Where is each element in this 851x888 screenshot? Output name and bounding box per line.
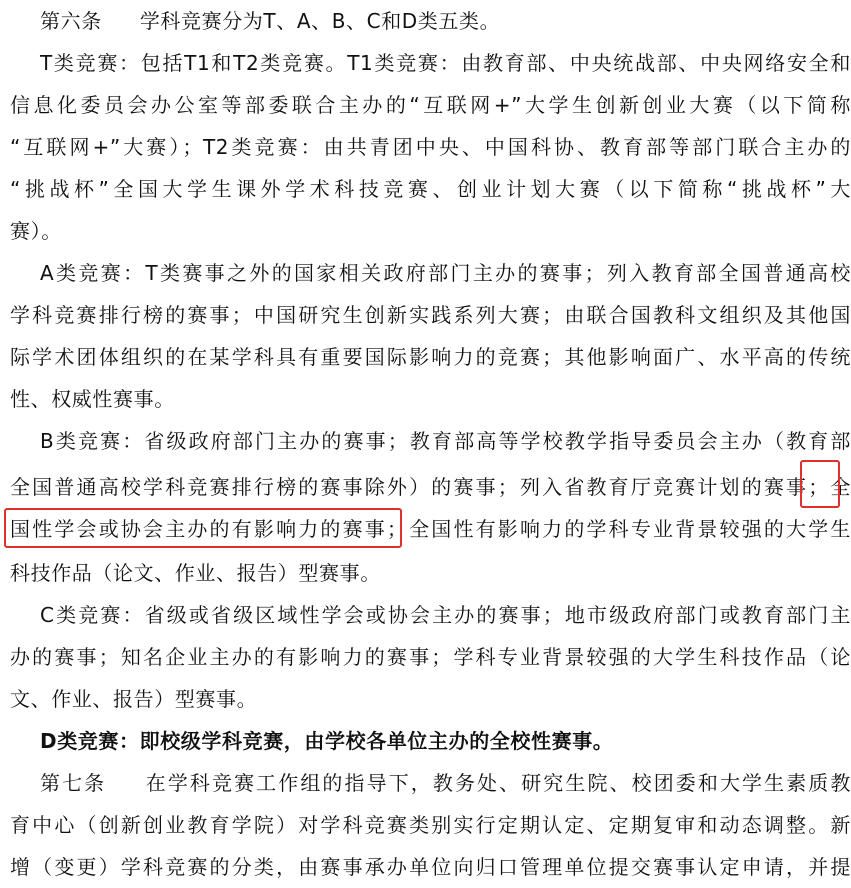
article-7-line-1 [0,762,851,804]
a-category-line-3: 际学术团体组织的在某学科具有重要国际影响力的竞赛；其他影响面广、水平高的传统 [10,345,851,369]
c-category-line-2: 办的赛事；知名企业主办的有影响力的赛事；学科专业背景较强的大学生科技作品（论 [10,645,851,669]
t-category-line-3: “互联网+”大赛）；T2类竞赛：由共青团中央、中国科协、教育部等部门联合主办的 [10,135,851,159]
c-category-line-3: 文、作业、报告）型赛事。 [10,687,258,711]
t-category-line-4: “挑战杯”全国大学生课外学术科技竞赛、创业计划大赛（以下简称“挑战杯”大 [10,177,851,201]
article-7-line-3: 增（变更）学科竞赛的分类，由赛事承办单位向归口管理单位提交赛事认定申请，并提 [10,855,851,879]
d-category-line: D类竞赛：即校级学科竞赛，由学校各单位主办的全校性赛事。 [40,729,614,753]
b-category-line-2: 全国普通高校学科竞赛排行榜的赛事除外）的赛事；列入省教育厅竞赛计划的赛事；全 [10,475,851,499]
a-category-line-4: 性、权威性赛事。 [10,387,175,411]
article-7-line-2: 育中心（创新创业教育学院）对学科竞赛类别实行定期认定、定期复审和动态调整。新 [10,813,851,837]
article-7-label: 第七条 [40,771,107,795]
a-category-line-2: 学科竞赛排行榜的赛事；中国研究生创新实践系列大赛；由联合国教科文组织及其他国 [10,303,851,327]
b-category-line-1: B类竞赛：省级政府部门主办的赛事；教育部高等学校教学指导委员会主办（教育部 [40,429,851,453]
t-category-line-2: 信息化委员会办公室等部委联合主办的“互联网+”大学生创新创业大赛（以下简称 [10,93,851,117]
article-6-text: 学科竞赛分为T、A、B、C和D类五类。 [139,9,501,33]
b-category-line-4: 科技作品（论文、作业、报告）型赛事。 [10,561,381,585]
article-6-label: 第六条 [40,9,102,33]
article-7-text-1: 在学科竞赛工作组的指导下，教务处、研究生院、校团委和大学生素质教 [144,771,851,795]
t-category-line-1: T类竞赛：包括T1和T2类竞赛。T1类竞赛：由教育部、中央统战部、中央网络安全和 [40,51,851,75]
t-category-line-5: 赛）。 [10,219,62,243]
a-category-line-1: A类竞赛：T类赛事之外的国家相关政府部门主办的赛事；列入教育部全国普通高校 [40,261,851,285]
article-6-heading [0,0,851,42]
c-category-line-1: C类竞赛：省级或省级区域性学会或协会主办的赛事；地市级政府部门或教育部门主 [40,603,851,627]
b-category-line-3: 国性学会或协会主办的有影响力的赛事；全国性有影响力的学科专业背景较强的大学生 [10,517,851,541]
